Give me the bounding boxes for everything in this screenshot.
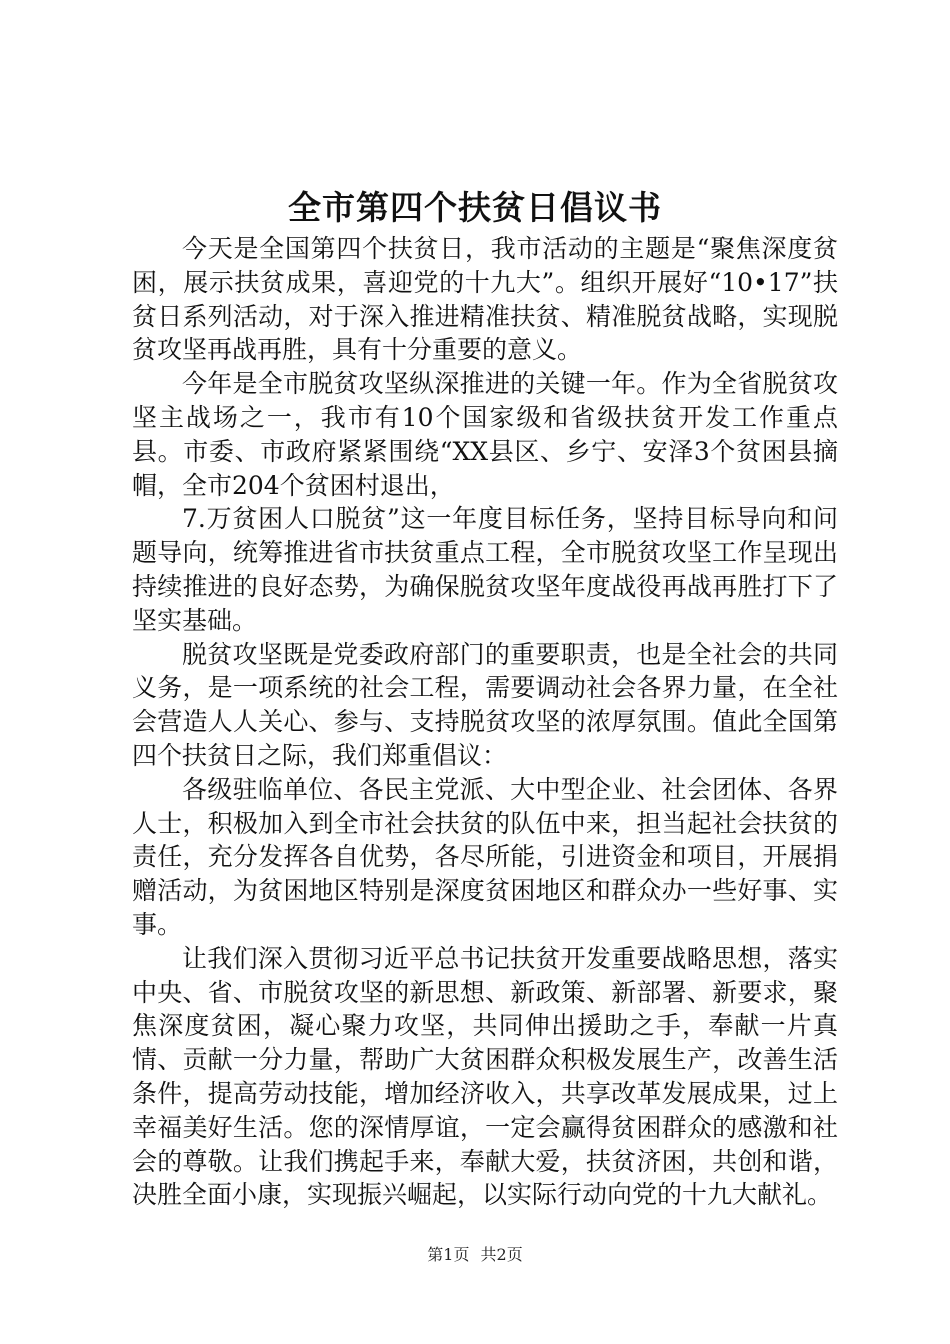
document-body	[132, 232, 838, 1212]
page-footer	[0, 1244, 950, 1266]
paragraph-6: 让我们深入贯彻习近平总书记扶贫开发重要战略思想，落实中央、省、市脱贫攻坚的新思想、新政策、新部署、新要求，聚焦深度贫困，凝心聚力攻坚，共同伸出援助之手，奉献一片真情、贡献一分力量，帮助广大贫困群众积极发展生产，改善生活条件，提高劳动技能，增加经济收入，共享改革发展成果，过上幸福美好生活。您的深情厚谊，一定会赢得贫困群众的感激和社会的尊敬。让我们携起手来，奉献大爱，扶贫济困，共创和谐，决胜全面小康，实现振兴崛起，以实际行动向党的十九大献礼。	[132, 943, 838, 1210]
page-number-current: 第1页	[427, 1245, 470, 1264]
page-number-total: 共2页	[480, 1245, 523, 1264]
paragraph-4: 脱贫攻坚既是党委政府部门的重要职责，也是全社会的共同义务，是一项系统的社会工程，需要调动社会各界力量，在全社会营造人人关心、参与、支持脱贫攻坚的浓厚氛围。值此全国第四个扶贫日之际，我们郑重倡议：	[132, 639, 838, 770]
document-title: 全市第四个扶贫日倡议书	[288, 188, 662, 227]
paragraph-2: 今年是全市脱贫攻坚纵深推进的关键一年。作为全省脱贫攻坚主战场之一，我市有10个国家级和省级扶贫开发工作重点县。市委、市政府紧紧围绕“XX县区、乡宁、安泽3个贫困县摘帽，全市204个贫困村退出，	[132, 369, 838, 500]
paragraph-3: 7.万贫困人口脱贫”这一年度目标任务，坚持目标导向和问题导向，统筹推进省市扶贫重点工程，全市脱贫攻坚工作呈现出持续推进的良好态势，为确保脱贫攻坚年度战役再战再胜打下了坚实基础。	[132, 504, 838, 635]
paragraph-5: 各级驻临单位、各民主党派、大中型企业、社会团体、各界人士，积极加入到全市社会扶贫的队伍中来，担当起社会扶贫的责任，充分发挥各自优势，各尽所能，引进资金和项目，开展捐赠活动，为贫困地区特别是深度贫困地区和群众办一些好事、实事。	[132, 774, 838, 939]
paragraph-1: 今天是全国第四个扶贫日，我市活动的主题是“聚焦深度贫困，展示扶贫成果，喜迎党的十九大”。组织开展好“10•17”扶贫日系列活动，对于深入推进精准扶贫、精准脱贫战略，实现脱贫攻坚再战再胜，具有十分重要的意义。	[132, 234, 838, 365]
